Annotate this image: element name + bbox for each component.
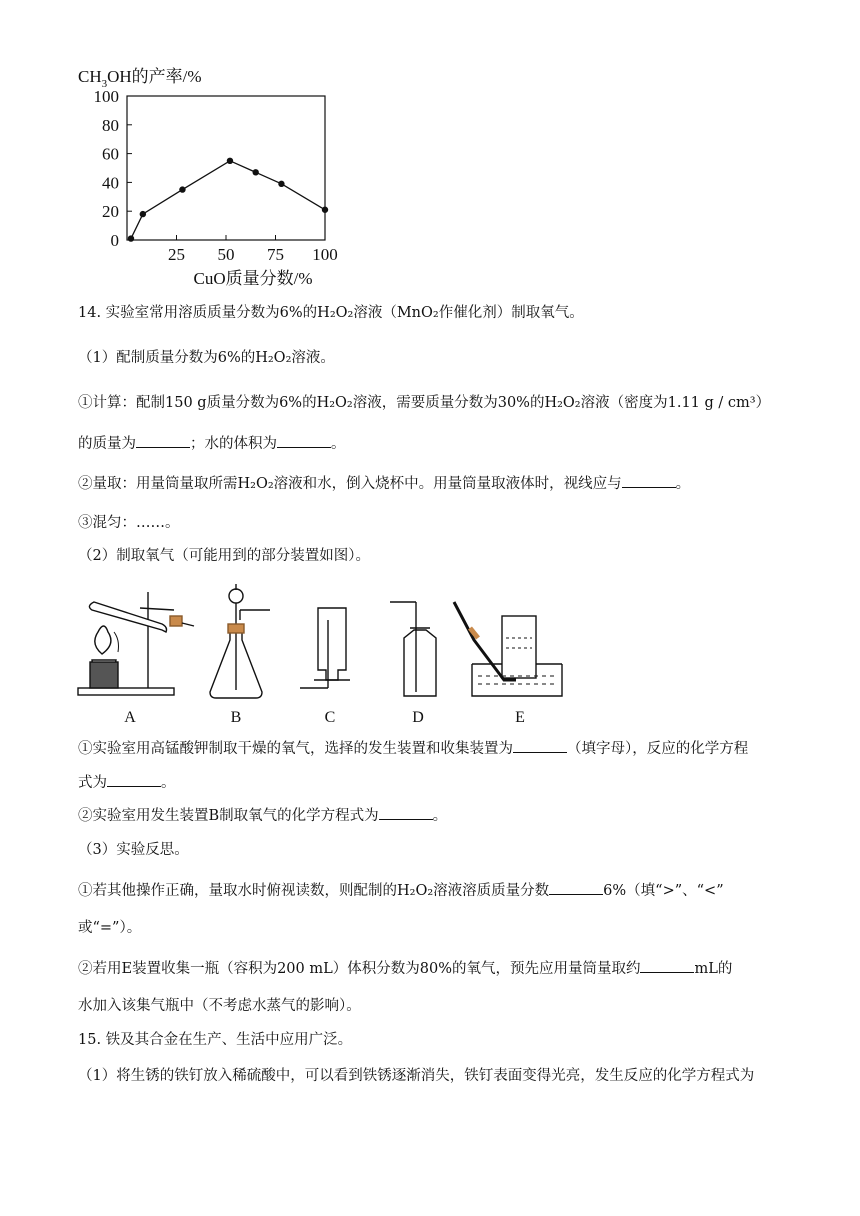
plot-frame: [127, 96, 325, 240]
q15-part1: （1）将生锈的铁钉放入稀硫酸中，可以看到铁锈逐渐消失，铁钉表面变得光亮，发生反应的化学方程式为: [78, 1068, 755, 1084]
apparatus-figure: [74, 580, 574, 730]
methanol-yield-chart: [60, 62, 420, 298]
answer-blank-apparatus[interactable]: [513, 738, 567, 753]
answer-blank-water-ml[interactable]: [640, 958, 694, 973]
x-tick-label: 50: [217, 245, 235, 264]
answer-blank-sightline[interactable]: [622, 473, 676, 488]
apparatus-svg: [74, 580, 574, 730]
yield-points: [128, 158, 328, 242]
y-tick-label: 40: [102, 173, 119, 193]
data-point: [128, 235, 134, 241]
chart-svg: [60, 62, 420, 298]
q14-part1: （1）配制质量分数为6%的H₂O₂溶液。: [78, 350, 335, 366]
q15-title: 15. 铁及其合金在生产、生活中应用广泛。: [78, 1032, 353, 1048]
apparatus-label-e: E: [515, 709, 525, 726]
data-point: [227, 158, 233, 164]
apparatus-d-drawing: [390, 602, 436, 696]
answer-blank-water-volume[interactable]: [277, 433, 331, 448]
q14-part1-measure: ②量取：用量筒量取所需H₂O₂溶液和水，倒入烧杯中。用量筒量取液体时，视线应与 。: [78, 473, 690, 494]
y-tick-label: 80: [102, 115, 119, 135]
apparatus-c-drawing: [300, 608, 350, 688]
q14-part2-b-equation: ②实验室用发生装置B制取氧气的化学方程式为 。: [78, 805, 447, 826]
y-tick-label: 60: [102, 144, 119, 164]
yield-line: [131, 161, 325, 239]
q14-title: 14. 实验室常用溶质质量分数为6%的H₂O₂溶液（MnO₂作催化剂）制取氧气。: [78, 305, 584, 321]
y-axis-label: $CH_3OH$的产率/%: [78, 67, 202, 90]
apparatus-e-drawing: [454, 602, 562, 696]
x-tick-label: 25: [168, 245, 185, 264]
apparatus-b-drawing: [210, 584, 270, 698]
answer-blank-compare[interactable]: [549, 880, 603, 895]
q14-part3-reflection-1: ①若其他操作正确，量取水时俯视读数，则配制的H₂O₂溶液溶质质量分数 6%（填“>”、“<”: [78, 880, 724, 901]
x-axis-label: CuO质量分数/%: [193, 269, 313, 288]
q14-part3-reflection-2: ②若用E装置收集一瓶（容积为200 mL）体积分数为80%的氧气，预先应用量筒量取约 mL的: [78, 958, 732, 979]
data-point: [179, 186, 185, 192]
answer-blank-equation-2[interactable]: [379, 805, 433, 820]
data-point: [322, 207, 328, 213]
apparatus-a-drawing: [78, 592, 194, 695]
q14-part1-mix: ③混匀：……。: [78, 515, 180, 531]
answer-blank-mass[interactable]: [136, 433, 190, 448]
q14-part2: （2）制取氧气（可能用到的部分装置如图）。: [78, 548, 370, 564]
q14-part3-reflection-1-cont: 或“=”）。: [78, 920, 142, 936]
x-tick-label: 100: [312, 245, 338, 264]
apparatus-label-c: C: [324, 709, 336, 726]
data-point: [278, 181, 284, 187]
y-tick-label: 20: [102, 202, 119, 222]
q14-part3: （3）实验反思。: [78, 842, 189, 858]
q14-part1-calc-answers: 的质量为 ；水的体积为 。: [78, 433, 346, 454]
apparatus-label-b: B: [230, 709, 242, 726]
data-point: [140, 211, 146, 217]
q14-part2-kmno4: ①实验室用高锰酸钾制取干燥的氧气，选择的发生装置和收集装置为 （填字母），反应的化学方程: [78, 738, 748, 759]
q14-part1-calc: ①计算：配制150 g质量分数为6%的H₂O₂溶液，需要质量分数为30%的H₂O₂溶液（密度为1.11 g / cm³）: [78, 395, 771, 411]
apparatus-label-d: D: [412, 709, 424, 726]
y-tick-label: 100: [93, 87, 119, 106]
data-point: [253, 169, 259, 175]
y-ticks: [94, 87, 133, 250]
x-tick-label: 75: [267, 245, 284, 264]
apparatus-label-a: A: [124, 709, 136, 726]
x-ticks: [168, 235, 338, 264]
y-tick-label: 0: [110, 231, 119, 250]
q14-part3-reflection-2-cont: 水加入该集气瓶中（不考虑水蒸气的影响）。: [78, 998, 361, 1014]
answer-blank-equation-1[interactable]: [107, 772, 161, 787]
q14-part2-kmno4-equation: 式为 。: [78, 772, 176, 793]
